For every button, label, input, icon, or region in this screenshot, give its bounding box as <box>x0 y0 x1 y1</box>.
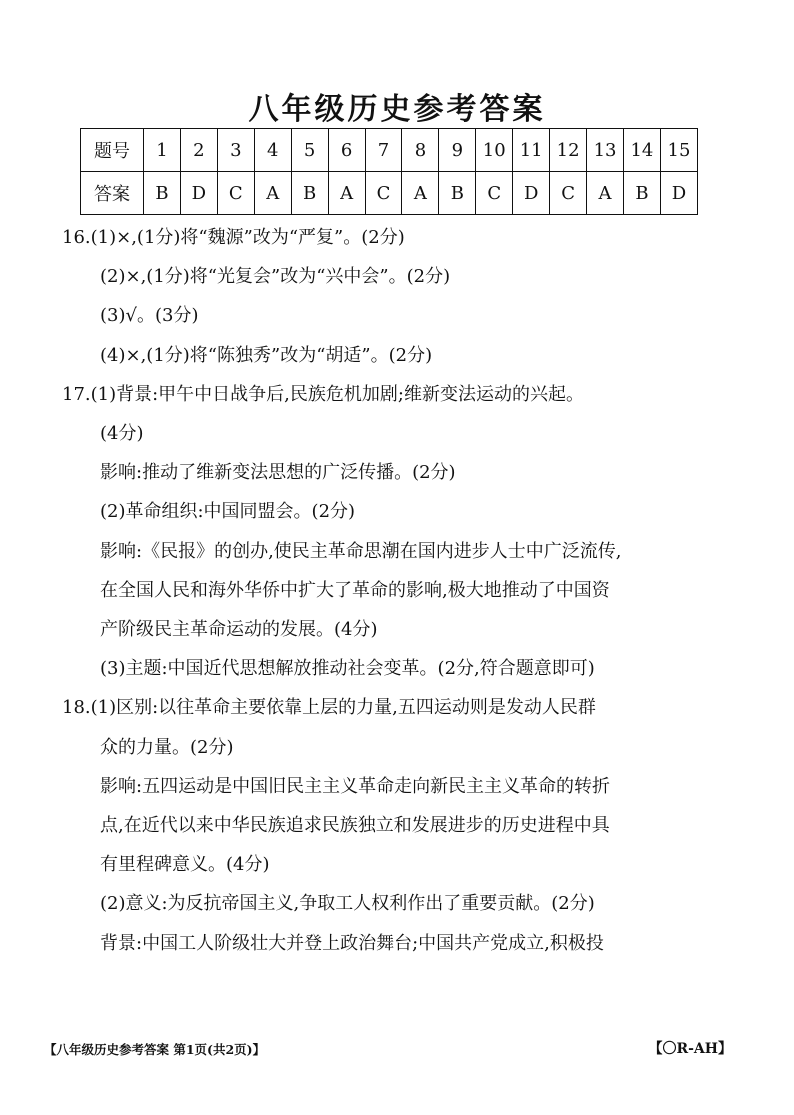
table-cell-answer: D <box>180 172 217 215</box>
answer-body <box>62 218 727 963</box>
table-cell-answer: A <box>328 172 365 215</box>
table-cell-number: 6 <box>328 129 365 172</box>
table-cell-number: 2 <box>180 129 217 172</box>
table-cell-number: 11 <box>513 129 550 172</box>
table-cell-answer: C <box>217 172 254 215</box>
table-cell-answer: B <box>439 172 476 215</box>
table-cell-answer: A <box>402 172 439 215</box>
answer-table <box>80 128 698 215</box>
table-cell-number: 7 <box>365 129 402 172</box>
table-cell-number: 8 <box>402 129 439 172</box>
footer-code: 【〇R-AH】 <box>648 1041 732 1057</box>
q17-line-8: (3)主题:中国近代思想解放推动社会变革。(2分,符合题意即可) <box>100 658 595 680</box>
table-cell-answer: B <box>144 172 181 215</box>
q18-line-1: 18.(1)区别:以往革命主要依靠上层的力量,五四运动则是发动人民群 <box>62 697 596 719</box>
q18-line-2: 众的力量。(2分) <box>100 736 234 758</box>
table-cell-answer: C <box>550 172 587 215</box>
table-cell-answer: A <box>587 172 624 215</box>
q18-line-7: 背景:中国工人阶级壮大并登上政治舞台;中国共产党成立,积极投 <box>100 932 604 954</box>
table-cell-number: 14 <box>623 129 660 172</box>
table-header-answer: 答案 <box>81 172 144 215</box>
q16-line-3: (3)√。(3分) <box>100 305 199 327</box>
table-cell-number: 13 <box>587 129 624 172</box>
q17-line-6: 在全国人民和海外华侨中扩大了革命的影响,极大地推动了中国资 <box>100 579 610 601</box>
table-cell-number: 12 <box>550 129 587 172</box>
q17-line-2: (4分) <box>100 423 144 445</box>
table-cell-answer: A <box>254 172 291 215</box>
table-cell-number: 9 <box>439 129 476 172</box>
table-cell-number: 1 <box>144 129 181 172</box>
q18-line-6: (2)意义:为反抗帝国主义,争取工人权利作出了重要贡献。(2分) <box>100 893 595 915</box>
table-cell-number: 4 <box>254 129 291 172</box>
table-cell-answer: B <box>291 172 328 215</box>
table-cell-number: 15 <box>660 129 697 172</box>
table-row-numbers <box>81 129 698 172</box>
page-title: 八年级历史参考答案 <box>248 92 546 127</box>
q18-line-3: 影响:五四运动是中国旧民主主义革命走向新民主主义革命的转折 <box>100 775 611 797</box>
q17-line-4: (2)革命组织:中国同盟会。(2分) <box>100 501 356 523</box>
table-cell-number: 3 <box>217 129 254 172</box>
footer-page-info: 【八年级历史参考答案 第1页(共2页)】 <box>44 1042 266 1057</box>
q17-line-5: 影响:《民报》的创办,使民主革命思潮在国内进步人士中广泛流传, <box>100 540 622 562</box>
q17-line-3: 影响:推动了维新变法思想的广泛传播。(2分) <box>100 462 456 484</box>
q16-line-4: (4)×,(1分)将“陈独秀”改为“胡适”。(2分) <box>100 344 433 366</box>
q18-line-5: 有里程碑意义。(4分) <box>100 854 270 876</box>
table-cell-number: 10 <box>476 129 513 172</box>
table-cell-answer: B <box>623 172 660 215</box>
table-cell-answer: C <box>365 172 402 215</box>
q17-line-7: 产阶级民主革命运动的发展。(4分) <box>100 619 378 641</box>
table-row-answers <box>81 172 698 215</box>
q16-line-1: 16.(1)×,(1分)将“魏源”改为“严复”。(2分) <box>62 227 405 248</box>
q16-line-2: (2)×,(1分)将“光复会”改为“兴中会”。(2分) <box>100 266 451 288</box>
q17-line-1: 17.(1)背景:甲午中日战争后,民族危机加剧;维新变法运动的兴起。 <box>62 383 584 405</box>
table-cell-answer: D <box>660 172 697 215</box>
table-header-number: 题号 <box>81 129 144 172</box>
table-cell-answer: C <box>476 172 513 215</box>
q18-line-4: 点,在近代以来中华民族追求民族独立和发展进步的历史进程中具 <box>100 815 610 837</box>
table-cell-answer: D <box>513 172 550 215</box>
table-cell-number: 5 <box>291 129 328 172</box>
